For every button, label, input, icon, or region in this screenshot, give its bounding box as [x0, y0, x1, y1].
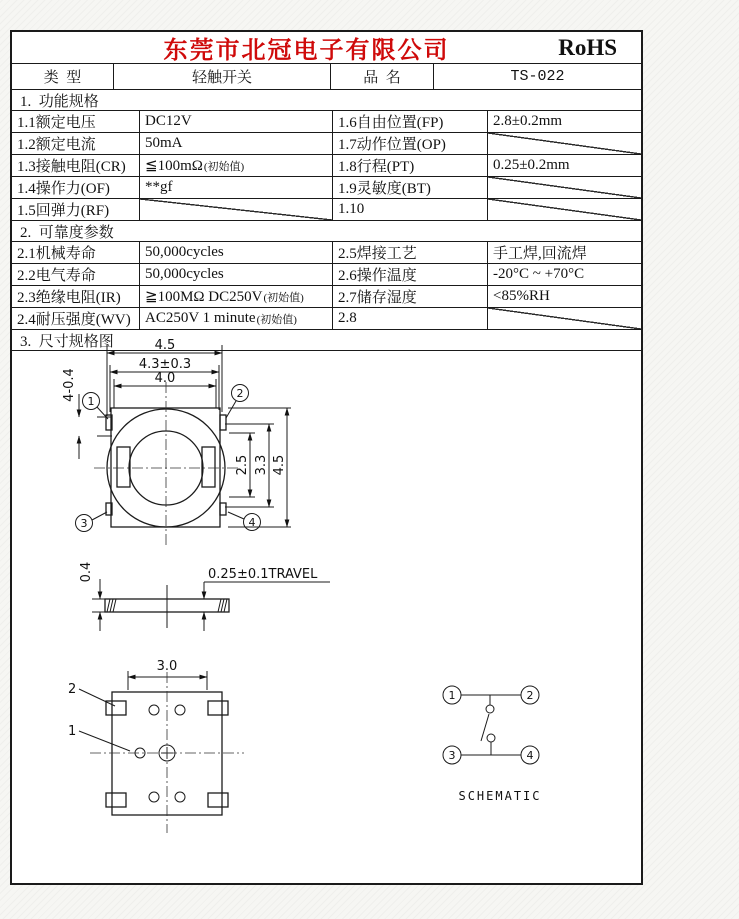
section-2-title: 2. 可靠度参数	[12, 221, 641, 242]
spec-label: 2.8	[333, 308, 488, 329]
spec-value	[140, 308, 333, 329]
value-text: 50mA	[145, 135, 183, 151]
type-value: 轻触开关	[114, 64, 331, 89]
dim-pin: 4-0.4	[62, 368, 77, 402]
side-view	[79, 562, 330, 631]
value-note: (初始值)	[256, 313, 297, 326]
spec-label: 1.5回弹力(RF)	[12, 199, 140, 220]
dim-width-tol: 4.3±0.3	[138, 357, 192, 372]
spec-value	[140, 155, 333, 176]
company-header-row	[12, 32, 641, 64]
pin-callout-2: 2	[236, 387, 244, 400]
spec-label: 1.9灵敏度(BT)	[333, 177, 488, 198]
type-label: 类 型	[12, 64, 114, 89]
table-row	[12, 264, 641, 286]
spec-value-na	[488, 199, 641, 220]
schematic	[443, 686, 542, 803]
value-note: (初始值)	[263, 291, 304, 304]
pin-callout-4: 4	[248, 516, 256, 529]
dim-width-outer: 4.5	[154, 338, 176, 353]
spec-value-na	[488, 133, 641, 154]
table-row	[12, 199, 641, 221]
spec-label: 2.5焊接工艺	[333, 242, 488, 263]
value-text: DC12V	[145, 113, 192, 129]
dimension-drawing	[12, 332, 641, 866]
value-text: 50,000cycles	[145, 244, 224, 260]
spec-label: 1.10	[333, 199, 488, 220]
schematic-pin-3: 3	[448, 749, 456, 762]
schematic-pin-2: 2	[526, 689, 534, 702]
type-row	[12, 64, 641, 90]
value-text: AC250V 1 minute	[145, 310, 256, 326]
dim-pitch: 3.0	[156, 659, 178, 674]
spec-label: 2.6操作温度	[333, 264, 488, 285]
table-row	[12, 177, 641, 199]
section-3-title: 3. 尺寸规格图	[12, 330, 641, 351]
spec-label: 2.3绝缘电阻(IR)	[12, 286, 140, 307]
spec-value: 手工焊,回流焊	[493, 246, 587, 262]
schematic-caption: SCHEMATIC	[458, 789, 542, 803]
spec-value: 2.8±0.2mm	[493, 113, 563, 129]
spec-value	[140, 133, 333, 154]
rohs-mark: RoHS	[558, 34, 617, 60]
dim-h3: 4.5	[272, 454, 287, 476]
spec-label: 2.1机械寿命	[12, 242, 140, 263]
table-row	[12, 111, 641, 133]
spec-label: 1.7动作位置(OP)	[333, 133, 488, 154]
spec-value	[140, 242, 333, 263]
dim-travel: 0.25±0.1TRAVEL	[208, 567, 318, 582]
spec-value	[140, 286, 333, 307]
value-text: ≦100mΩ	[145, 158, 203, 174]
spec-label: 2.7储存湿度	[333, 286, 488, 307]
table-row	[12, 133, 641, 155]
spec-value	[140, 111, 333, 132]
spec-label: 1.8行程(PT)	[333, 155, 488, 176]
pin-callout-1: 1	[87, 395, 95, 408]
spec-value-na	[140, 199, 333, 220]
spec-label: 1.2额定电流	[12, 133, 140, 154]
spec-value: -20°C ~ +70°C	[493, 266, 585, 282]
spec-label: 2.2电气寿命	[12, 264, 140, 285]
product-name-label: 品 名	[331, 64, 434, 89]
spec-value: 0.25±0.2mm	[493, 157, 570, 173]
spec-label: 1.6自由位置(FP)	[333, 111, 488, 132]
pin-callout-3: 3	[80, 517, 88, 530]
footprint-label-2: 2	[68, 682, 77, 697]
company-name: 东莞市北冠电子有限公司	[163, 38, 450, 64]
value-text: 50,000cycles	[145, 266, 224, 282]
product-name-value: TS-022	[510, 68, 565, 85]
table-row	[12, 242, 641, 264]
dim-h1: 2.5	[235, 454, 250, 476]
table-row	[12, 286, 641, 308]
dim-thickness: 0.4	[79, 561, 94, 583]
table-row	[12, 308, 641, 330]
section-1-title: 1. 功能规格	[12, 90, 641, 111]
spec-value	[140, 177, 333, 198]
spec-label: 1.1额定电压	[12, 111, 140, 132]
spec-value	[140, 264, 333, 285]
bottom-view	[68, 659, 244, 833]
spec-label: 2.4耐压强度(WV)	[12, 308, 140, 329]
spec-label: 1.4操作力(OF)	[12, 177, 140, 198]
spec-value-na	[488, 177, 641, 198]
footprint-label-1: 1	[68, 724, 77, 739]
schematic-pin-4: 4	[526, 749, 534, 762]
spec-value: <85%RH	[493, 288, 550, 304]
spec-label: 1.3接触电阻(CR)	[12, 155, 140, 176]
datasheet-document	[10, 30, 643, 885]
dim-width-inner: 4.0	[154, 371, 176, 386]
value-note: (初始值)	[203, 160, 245, 173]
table-row	[12, 155, 641, 177]
schematic-pin-1: 1	[448, 689, 456, 702]
value-text: ≧100MΩ DC250V	[145, 289, 263, 305]
dim-h2: 3.3	[254, 454, 269, 476]
spec-value-na	[488, 308, 641, 329]
value-text: **gf	[145, 179, 173, 195]
top-view	[62, 338, 291, 547]
